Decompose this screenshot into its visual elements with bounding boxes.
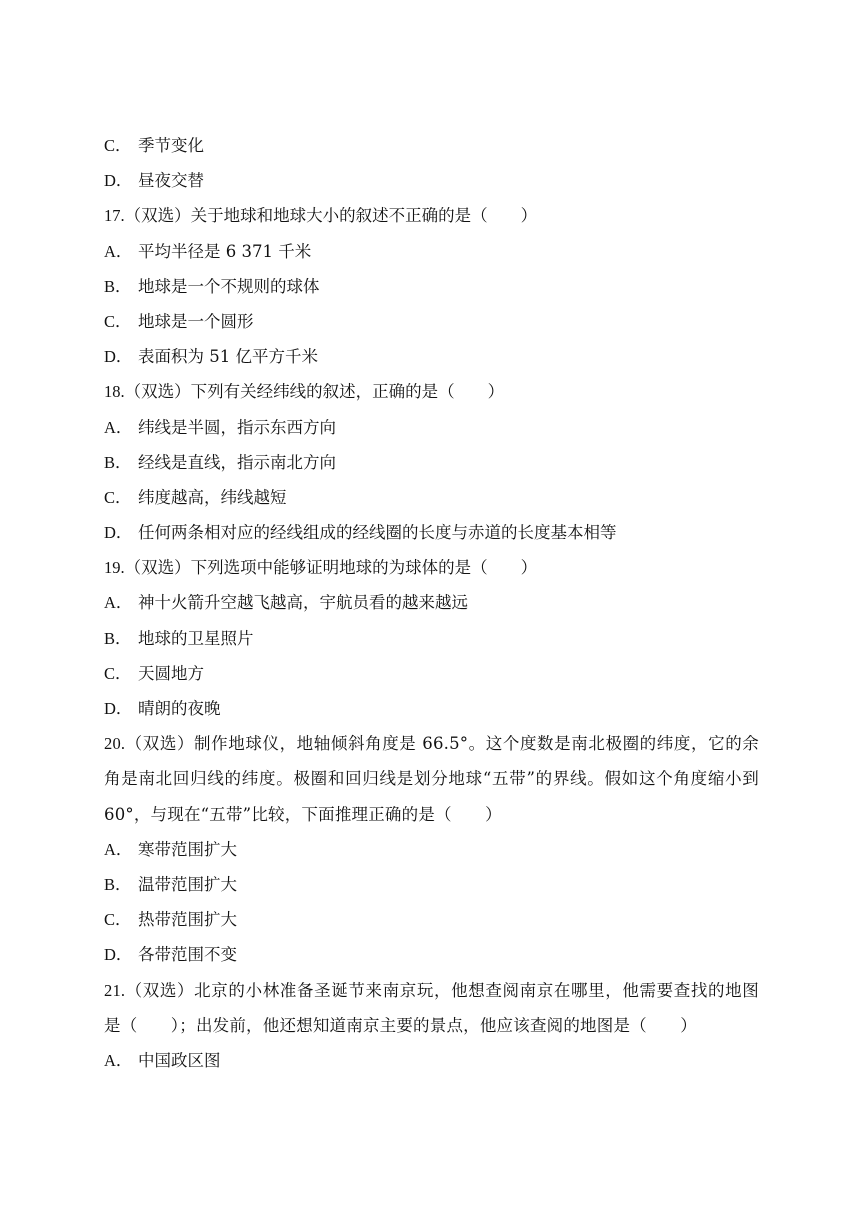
- option-letter: C．: [104, 311, 132, 331]
- option-letter: D．: [104, 171, 133, 191]
- option-q16-c: [104, 128, 759, 163]
- option-text: 季节变化: [138, 136, 204, 155]
- question-number: 19.: [104, 558, 125, 578]
- option-letter: A．: [104, 839, 133, 859]
- option-q18-a: [104, 410, 759, 445]
- option-text: 天圆地方: [138, 663, 204, 683]
- question-number: 18.: [104, 382, 125, 402]
- option-q17-c: [104, 304, 759, 339]
- option-text: 表面积为 51 亿平方千米: [138, 347, 318, 367]
- option-letter: D．: [104, 347, 133, 367]
- option-text: 神十火箭升空越飞越高，宇航员看的越来越远: [138, 593, 468, 613]
- option-q20-a: [104, 832, 759, 867]
- option-letter: C．: [104, 663, 132, 683]
- option-q18-b: [104, 445, 759, 480]
- question-text: （双选）北京的小林准备圣诞节来南京玩，他想查阅南京在哪里，他需要查找的地图是（ ）；出发前，他还想知道南京主要的景点，他应该查阅的地图是（ ）: [104, 980, 759, 1035]
- option-q18-c: [104, 480, 759, 515]
- option-letter: C．: [104, 136, 132, 155]
- option-text: 地球是一个不规则的球体: [138, 276, 320, 296]
- option-q20-b: [104, 867, 759, 902]
- question-text: （双选）下列有关经纬线的叙述，正确的是（ ）: [124, 382, 505, 402]
- question-17: [104, 198, 759, 233]
- option-text: 纬线是半圆，指示东西方向: [138, 417, 336, 437]
- option-letter: C．: [104, 487, 132, 507]
- option-letter: A．: [104, 1050, 133, 1070]
- option-text: 中国政区图: [138, 1050, 221, 1070]
- option-q17-a: [104, 234, 759, 269]
- option-q18-d: [104, 515, 759, 550]
- question-number: 21.: [104, 980, 126, 1000]
- option-letter: D．: [104, 523, 133, 543]
- option-letter: B．: [104, 628, 132, 648]
- option-q21-a: [104, 1043, 759, 1078]
- option-letter: C．: [104, 910, 132, 930]
- question-text: （双选）下列选项中能够证明地球的为球体的是（ ）: [124, 558, 538, 578]
- question-19: [104, 550, 759, 585]
- option-q19-c: [104, 656, 759, 691]
- option-letter: A．: [104, 593, 133, 613]
- option-text: 任何两条相对应的经线组成的经线圈的长度与赤道的长度基本相等: [138, 523, 617, 543]
- option-q17-d: [104, 339, 759, 374]
- option-text: 各带范围不变: [138, 945, 237, 965]
- option-text: 平均半径是 6 371 千米: [138, 241, 312, 261]
- option-text: 晴朗的夜晚: [138, 699, 221, 718]
- question-20: [104, 726, 759, 832]
- option-letter: A．: [104, 417, 133, 437]
- option-letter: A．: [104, 241, 133, 261]
- option-q20-c: [104, 902, 759, 937]
- question-18: [104, 374, 759, 409]
- option-q16-d: [104, 163, 759, 198]
- question-text: （双选）制作地球仪，地轴倾斜角度是 66.5°。这个度数是南北极圈的纬度，它的余角是南北回归线的纬度。极圈和回归线是划分地球“五带”的界线。假如这个角度缩小到 60°，与现在“五带”比较，下面推理正确的是（ ）: [104, 734, 759, 824]
- option-letter: B．: [104, 874, 132, 894]
- question-number: 20.: [104, 734, 126, 754]
- option-q19-b: [104, 621, 759, 656]
- option-text: 地球是一个圆形: [138, 311, 254, 331]
- option-text: 昼夜交替: [138, 171, 204, 191]
- question-21: [104, 973, 759, 1043]
- option-q17-b: [104, 269, 759, 304]
- question-number: 17.: [104, 206, 125, 226]
- option-letter: D．: [104, 699, 133, 718]
- option-text: 经线是直线，指示南北方向: [138, 452, 336, 472]
- option-text: 温带范围扩大: [138, 874, 237, 894]
- document-content: [104, 128, 759, 1078]
- option-text: 寒带范围扩大: [138, 839, 237, 859]
- option-letter: B．: [104, 276, 132, 296]
- option-letter: B．: [104, 452, 132, 472]
- question-text: （双选）关于地球和地球大小的叙述不正确的是（ ）: [124, 206, 538, 226]
- option-q19-a: [104, 585, 759, 620]
- option-letter: D．: [104, 945, 133, 965]
- option-text: 热带范围扩大: [138, 910, 237, 930]
- option-text: 纬度越高，纬线越短: [138, 487, 287, 507]
- option-text: 地球的卫星照片: [138, 628, 254, 648]
- option-q20-d: [104, 937, 759, 972]
- option-q19-d: [104, 691, 759, 726]
